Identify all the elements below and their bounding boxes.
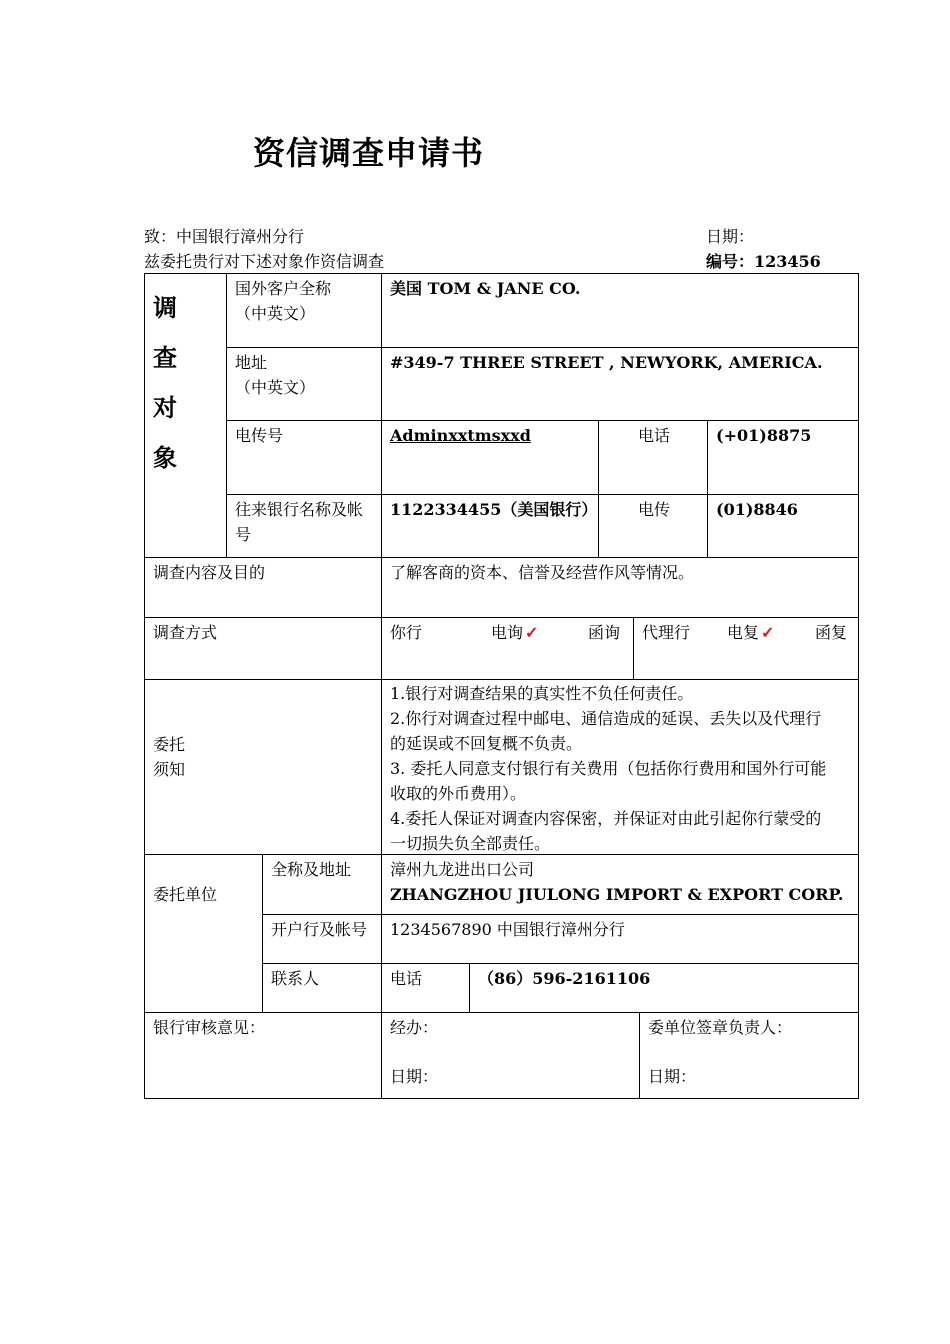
method-agent-bank: 代理行	[642, 623, 691, 642]
notice-line: 收取的外币费用）。	[390, 784, 527, 803]
phone-label: 电话	[638, 426, 671, 445]
notice-line: 一切损失负全部责任。	[390, 834, 551, 853]
subject-side-label: 调 查 对 象	[153, 293, 177, 472]
client-phone-value: （86）596-2161106	[478, 969, 651, 988]
bank-account-label-cont: 号	[235, 525, 252, 544]
client-account-label: 开户行及帐号	[271, 920, 368, 939]
fax-value: (01)8846	[716, 500, 798, 519]
notice-line: 1.银行对调查结果的真实性不负任何责任。	[390, 684, 694, 703]
method-tele-query: 电询 ✓	[491, 623, 539, 642]
notice-label-cont: 须知	[153, 760, 186, 779]
client-name-en: ZHANGZHOU JIULONG IMPORT & EXPORT CORP.	[390, 885, 844, 904]
client-label: 委托单位	[153, 885, 218, 904]
page-title: 资信调查申请书	[253, 134, 485, 172]
request-statement: 兹委托贵行对下述对象作资信调查	[144, 252, 385, 271]
method-tele-reply: 电复 ✓	[727, 623, 775, 642]
notice-line: 的延误或不回复概不负责。	[390, 734, 583, 753]
address-sublabel: （中英文）	[235, 378, 316, 397]
telex-value: Adminxxtmsxxd	[390, 426, 531, 445]
address-value: #349-7 THREE STREET , NEWYORK, AMERICA.	[390, 353, 823, 372]
method-label: 调查方式	[153, 623, 218, 642]
bank-account-label: 往来银行名称及帐	[235, 500, 364, 519]
fax-label: 电传	[638, 500, 671, 519]
customer-name-value: 美国 TOM & JANE CO.	[390, 279, 581, 298]
method-letter-reply: 函复	[815, 623, 848, 642]
review-label: 银行审核意见：	[153, 1018, 266, 1037]
date-label: 日期：	[706, 227, 755, 246]
customer-name-sublabel: （中英文）	[235, 304, 316, 323]
bank-account-value: 1122334455（美国银行）	[390, 500, 598, 519]
check-icon: ✓	[525, 623, 539, 642]
client-account-value: 1234567890 中国银行漳州分行	[390, 920, 625, 939]
client-phone-label: 电话	[390, 969, 423, 988]
notice-line: 3. 委托人同意支付银行有关费用（包括你行费用和国外行可能	[390, 759, 827, 778]
client-contact-label: 联系人	[271, 969, 320, 988]
address-label: 地址	[235, 353, 268, 372]
client-name-cn: 漳州九龙进出口公司	[390, 860, 535, 879]
telex-label: 电传号	[235, 426, 284, 445]
handler-label: 经办：	[390, 1018, 439, 1037]
signer-label: 委单位签章负责人：	[648, 1018, 793, 1037]
document-number: 编号：123456	[706, 252, 821, 271]
handler-date-label: 日期：	[390, 1067, 439, 1086]
signer-date-label: 日期：	[648, 1067, 697, 1086]
customer-name-label: 国外客户全称	[235, 279, 332, 298]
recipient: 致：中国银行漳州分行	[144, 227, 305, 246]
check-icon: ✓	[761, 623, 775, 642]
notice-line: 2.你行对调查过程中邮电、通信造成的延误、丢失以及代理行	[390, 709, 822, 728]
client-name-label: 全称及地址	[271, 860, 352, 879]
method-letter-query: 函询	[588, 623, 621, 642]
purpose-value: 了解客商的资本、信誉及经营作风等情况。	[390, 563, 695, 582]
purpose-label: 调查内容及目的	[153, 563, 266, 582]
phone-value: (+01)8875	[716, 426, 812, 445]
notice-label: 委托	[153, 735, 186, 754]
notice-line: 4.委托人保证对调查内容保密，并保证对由此引起你行蒙受的	[390, 809, 822, 828]
method-your-bank: 你行	[390, 623, 423, 642]
